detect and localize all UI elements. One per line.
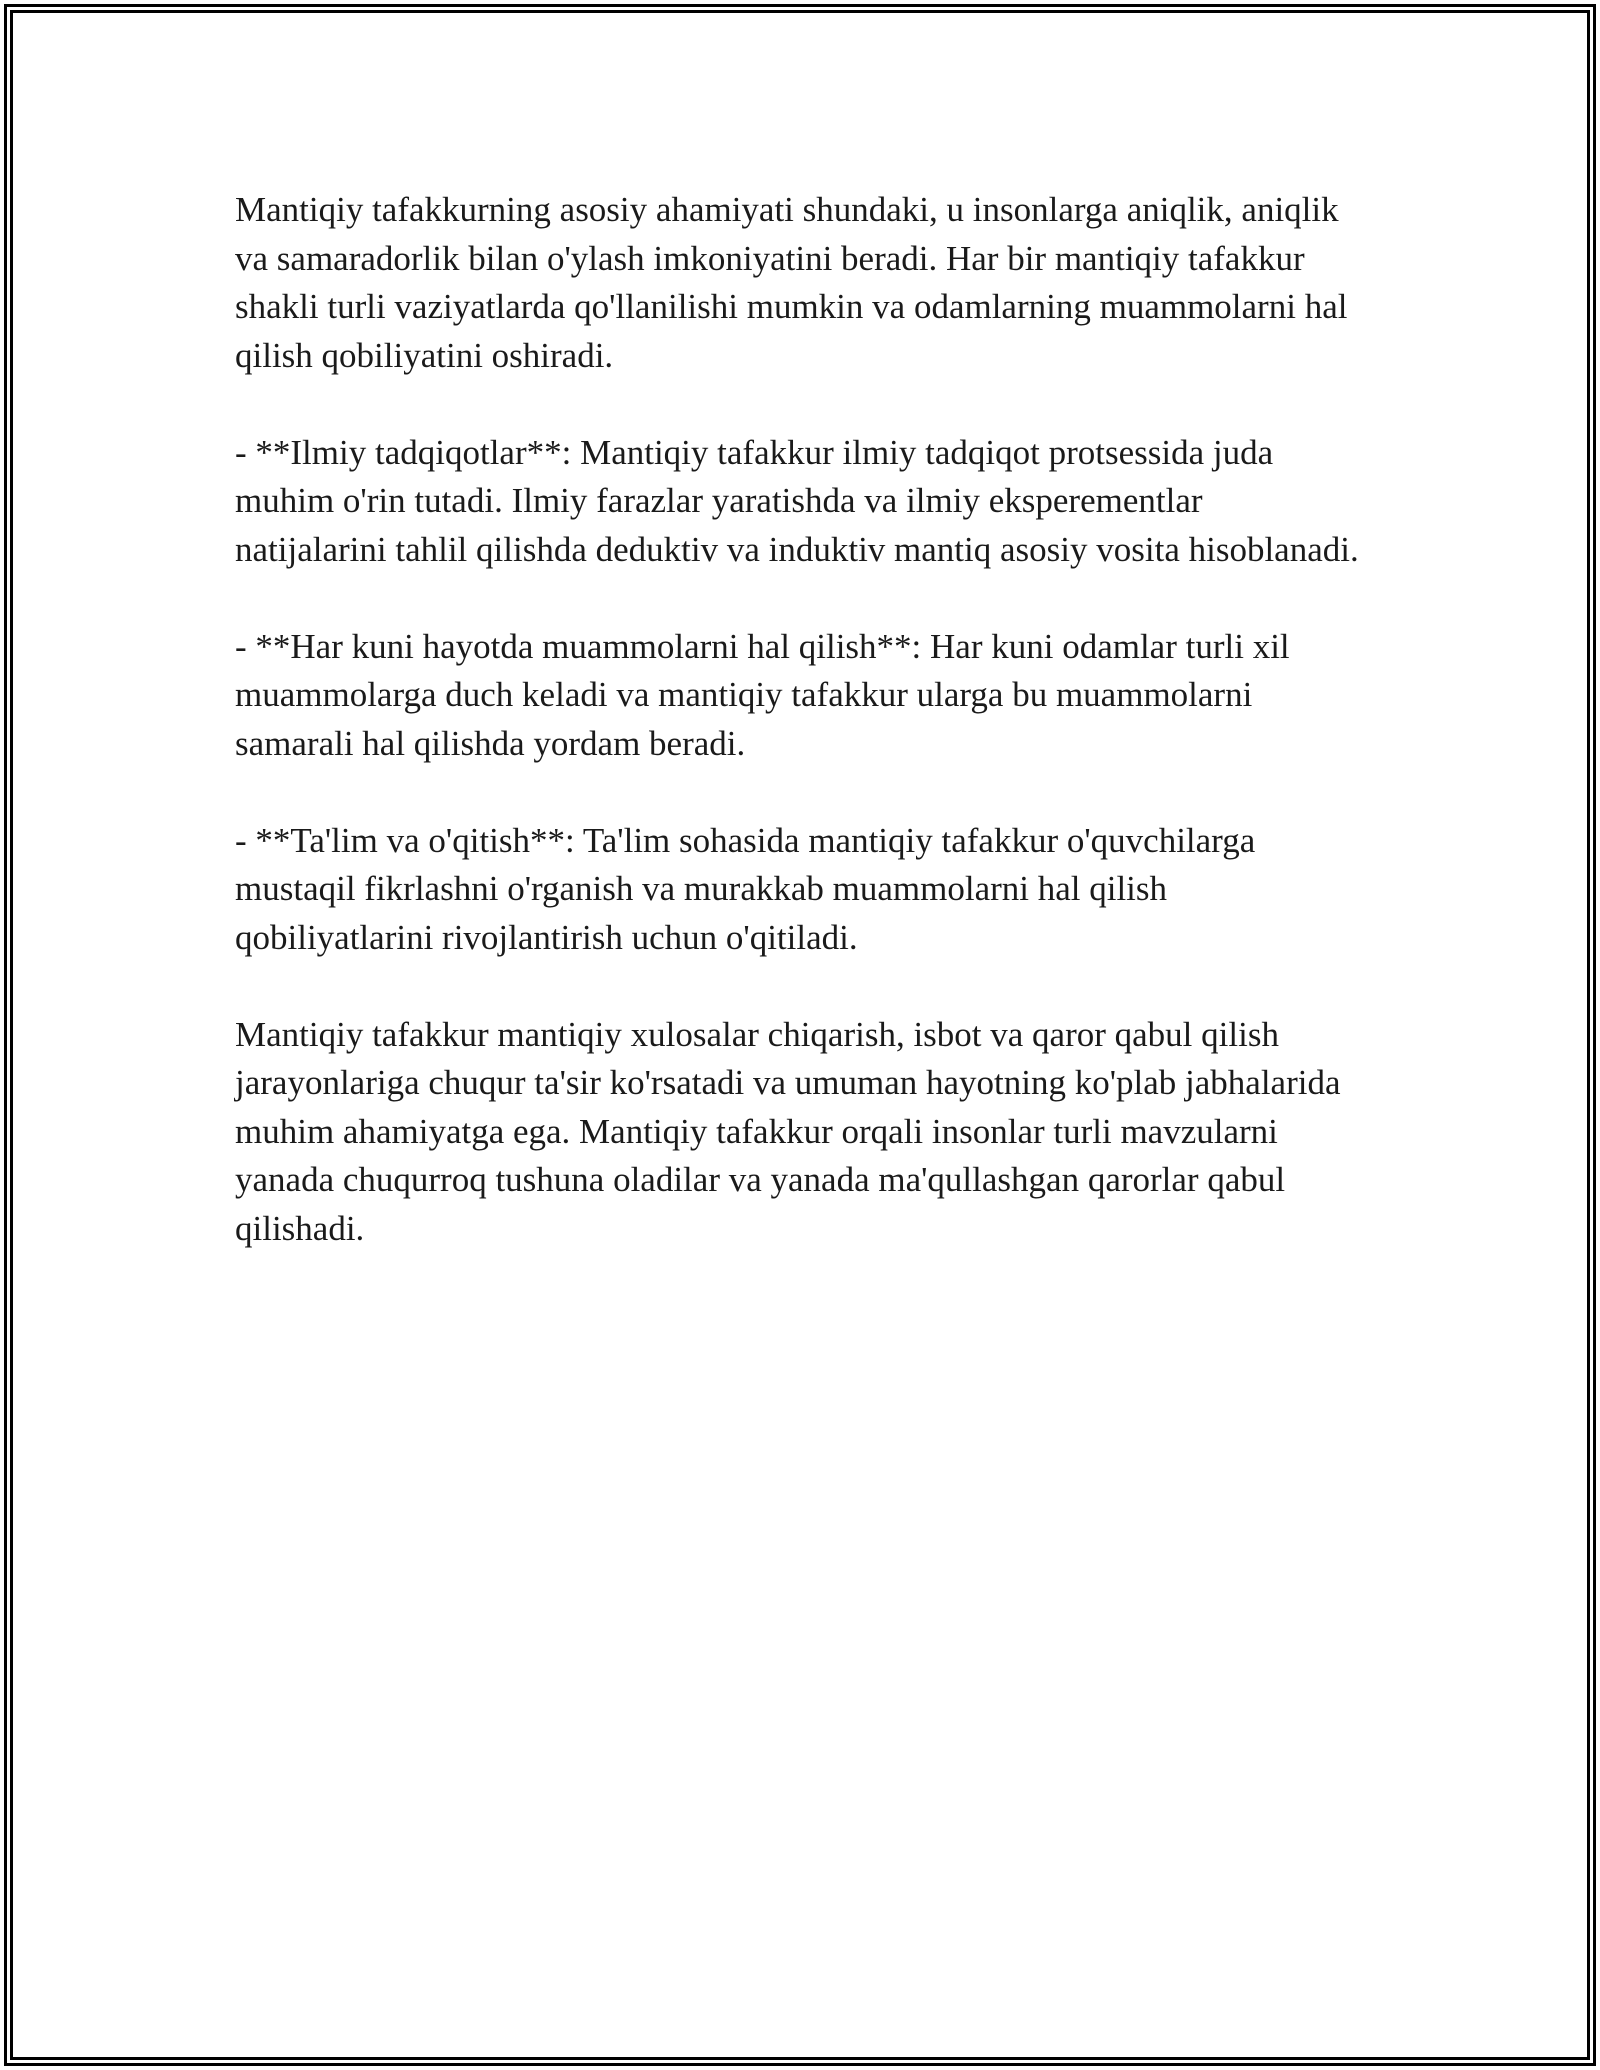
paragraph-talim-va-oqitish: - **Ta'lim va o'qitish**: Ta'lim sohasida mantiqiy tafakkur o'quvchilarga mustaqil fikrlashni o'rganish va murakkab muammolarni hal qilish qobiliyatlarini rivojlantirish uchun o'qitiladi.	[235, 820, 1256, 957]
paragraph-intro: Mantiqiy tafakkurning asosiy ahamiyati shundaki, u insonlarga aniqlik, aniqlik va samaradorlik bilan o'ylash imkoniyatini beradi. Har bir mantiqiy tafakkur shakli turli vaziyatlarda qo'llanilishi mumkin va odamlarning muammolarni hal qilish qobiliyatini oshiradi.	[235, 190, 1348, 375]
document-body	[235, 186, 1360, 1302]
paragraph-ilmiy-tadqiqotlar: - **Ilmiy tadqiqotlar**: Mantiqiy tafakkur ilmiy tadqiqot protsessida juda muhim o'rin tutadi. Ilmiy farazlar yaratishda va ilmiy eksperementlar natijalarini tahlil qilishda deduktiv va induktiv mantiq asosiy vosita hisoblanadi.	[235, 432, 1359, 569]
paragraph-har-kuni-hayotda: - **Har kuni hayotda muammolarni hal qilish**: Har kuni odamlar turli xil muammolarga duch keladi va mantiqiy tafakkur ularga bu muammolarni samarali hal qilishda yordam beradi.	[235, 626, 1290, 763]
paragraph-conclusion: Mantiqiy tafakkur mantiqiy xulosalar chiqarish, isbot va qaror qabul qilish jarayonlariga chuqur ta'sir ko'rsatadi va umuman hayotning ko'plab jabhalarida muhim ahamiyatga ega. Mantiqiy tafakkur orqali insonlar turli mavzularni yanada chuqurroq tushuna oladilar va yanada ma'qullashgan qarorlar qabul qilishadi.	[235, 1014, 1341, 1248]
